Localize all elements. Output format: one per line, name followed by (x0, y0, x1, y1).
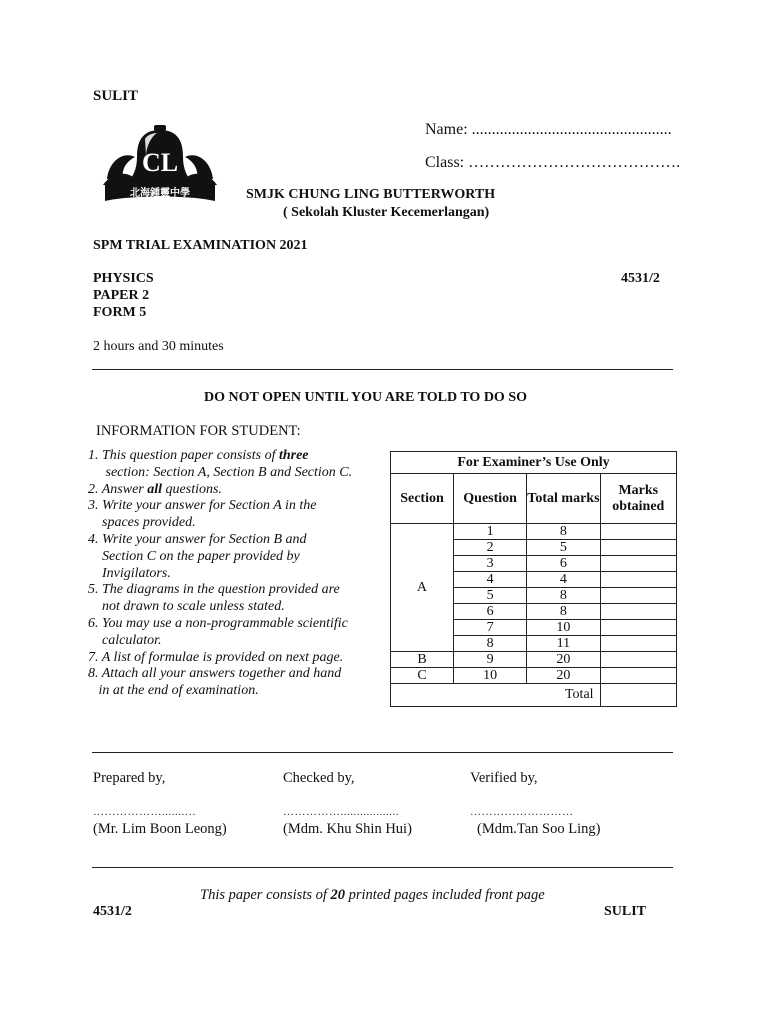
marks-obtained-cell (600, 556, 676, 572)
question-cell: 2 (453, 540, 526, 556)
instruction-text: Invigilators. (88, 565, 171, 581)
exam-duration: 2 hours and 30 minutes (93, 339, 224, 354)
page-count-prefix: This paper consists of (200, 887, 331, 903)
exam-subject: PHYSICS (93, 271, 154, 286)
instruction-line (88, 666, 388, 683)
school-crest-logo (101, 121, 219, 209)
total-marks-cell: 8 (527, 524, 600, 540)
instruction-text: 1. This question paper consists of (88, 448, 279, 463)
instruction-text: 4. Write your answer for Section B and (88, 531, 307, 547)
divider (92, 867, 673, 868)
footer-code: 4531/2 (93, 904, 132, 919)
school-name: SMJK CHUNG LING BUTTERWORTH (246, 187, 496, 202)
instruction-line (88, 482, 388, 499)
question-cell: 8 (453, 636, 526, 652)
crest-motto: 北海鍾靈中學 (130, 188, 190, 199)
instruction-line (88, 465, 388, 482)
table-total-row (391, 684, 677, 707)
instruction-text: spaces provided. (88, 515, 196, 531)
total-marks-cell: 4 (527, 572, 600, 588)
exam-code: 4531/2 (621, 271, 660, 286)
marks-obtained-cell (600, 524, 676, 540)
col-header-question: Question (453, 474, 526, 524)
instruction-text: section: Section A, Section B and Section C. (88, 464, 353, 480)
total-marks-cell: 11 (527, 636, 600, 652)
signatory-name: (Mr. Lim Boon Leong) (93, 821, 227, 837)
page-count-number: 20 (330, 887, 346, 903)
footer-sulit: SULIT (604, 904, 647, 919)
signatory-name: (Mdm. Khu Shin Hui) (283, 821, 412, 837)
instruction-line (88, 616, 388, 633)
total-obtained-cell (600, 684, 676, 707)
total-label-cell: Total (391, 684, 601, 707)
instructions-list (88, 448, 388, 700)
instruction-text: 8. Attach all your answers together and hand (88, 666, 342, 682)
signature-line: ……………………… (470, 806, 574, 818)
col-header-marks-obtained: Marks obtained (600, 474, 676, 524)
class-field: Class: …………………………………. (425, 154, 681, 171)
question-cell: 9 (453, 652, 526, 668)
instruction-line (88, 582, 388, 599)
marks-obtained-cell (600, 652, 676, 668)
instruction-text: in at the end of examination. (88, 683, 259, 699)
section-cell: B (391, 652, 454, 668)
instruction-line (88, 532, 388, 549)
marks-obtained-cell (600, 620, 676, 636)
examiner-use-table (390, 451, 677, 707)
table-row (391, 524, 677, 540)
signature-role: Prepared by, (93, 770, 166, 786)
instruction-text: questions. (162, 481, 222, 497)
instruction-text: calculator. (88, 632, 162, 648)
marks-obtained-cell (600, 636, 676, 652)
do-not-open-notice: DO NOT OPEN UNTIL YOU ARE TOLD TO DO SO (204, 390, 527, 405)
school-subtitle: ( Sekolah Kluster Kecemerlangan) (283, 205, 490, 220)
marks-obtained-cell (600, 572, 676, 588)
divider (92, 369, 673, 370)
question-cell: 1 (453, 524, 526, 540)
instruction-text: 5. The diagrams in the question provided are (88, 582, 340, 598)
question-cell: 5 (453, 588, 526, 604)
info-heading: INFORMATION FOR STUDENT: (96, 423, 301, 439)
marks-obtained-cell (600, 588, 676, 604)
instruction-text: Section C on the paper provided by (88, 548, 300, 564)
name-field: Name: .................................................. (425, 121, 672, 138)
crest-letters: CL (141, 148, 179, 177)
page-count-note (200, 887, 545, 904)
total-marks-cell: 8 (527, 604, 600, 620)
total-marks-cell: 6 (527, 556, 600, 572)
marks-obtained-cell (600, 604, 676, 620)
instruction-line (88, 549, 388, 566)
examiner-table-title: For Examiner’s Use Only (391, 452, 677, 474)
instruction-text: 7. A list of formulae is provided on next page. (88, 649, 344, 665)
signatory-name: (Mdm.Tan Soo Ling) (477, 821, 601, 837)
instruction-text: not drawn to scale unless stated. (88, 599, 285, 615)
question-cell: 6 (453, 604, 526, 620)
instruction-text: 2. Answer (88, 481, 148, 497)
total-marks-cell: 5 (527, 540, 600, 556)
instruction-line (88, 448, 388, 465)
col-header-section: Section (391, 474, 454, 524)
total-marks-cell: 20 (527, 652, 600, 668)
col-header-total-marks: Total marks (527, 474, 600, 524)
instruction-line (88, 566, 388, 583)
table-row (391, 652, 677, 668)
table-row (391, 668, 677, 684)
signature-role: Checked by, (283, 770, 355, 786)
instruction-line (88, 515, 388, 532)
instruction-line (88, 599, 388, 616)
instruction-line (88, 633, 388, 650)
page-count-suffix: printed pages included front page (345, 887, 545, 903)
total-marks-cell: 8 (527, 588, 600, 604)
divider (92, 752, 673, 753)
question-cell: 7 (453, 620, 526, 636)
marks-obtained-cell (600, 668, 676, 684)
instruction-line (88, 498, 388, 515)
signature-line: ……………….......… (93, 806, 197, 818)
instruction-line (88, 683, 388, 700)
question-cell: 10 (453, 668, 526, 684)
total-marks-cell: 10 (527, 620, 600, 636)
exam-title: SPM TRIAL EXAMINATION 2021 (93, 238, 308, 253)
question-cell: 3 (453, 556, 526, 572)
section-cell: C (391, 668, 454, 684)
section-cell: A (391, 524, 454, 652)
instruction-emphasis: three (278, 448, 309, 463)
question-cell: 4 (453, 572, 526, 588)
instruction-line (88, 650, 388, 667)
instruction-text: 3. Write your answer for Section A in the (88, 498, 317, 514)
total-marks-cell: 20 (527, 668, 600, 684)
instruction-text: 6. You may use a non-programmable scientific (88, 615, 348, 631)
signature-line: …………….................. (283, 806, 399, 818)
instruction-emphasis: all (147, 481, 163, 497)
marks-obtained-cell (600, 540, 676, 556)
signature-role: Verified by, (470, 770, 538, 786)
exam-form: FORM 5 (93, 305, 147, 320)
exam-paper: PAPER 2 (93, 288, 150, 303)
sulit-header: SULIT (93, 88, 139, 104)
